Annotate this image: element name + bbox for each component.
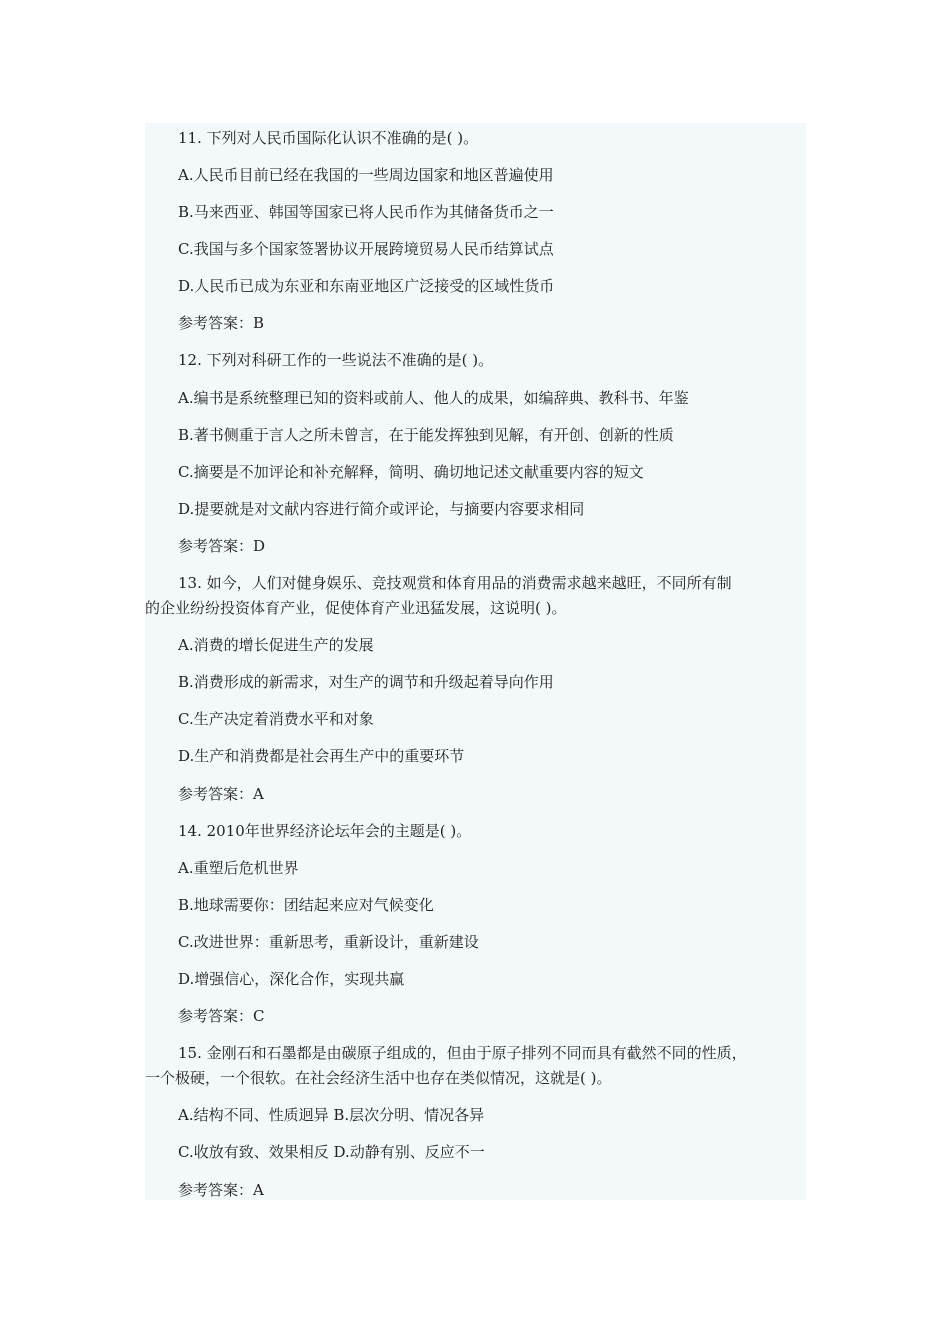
question-12-option-b: B.著书侧重于言人之所未曾言，在于能发挥独到见解，有开创、创新的性质 [178,426,674,444]
question-14-option-d: D.增强信心，深化合作，实现共赢 [178,970,405,988]
question-14-option-c: C.改进世界：重新思考，重新设计，重新建设 [178,933,479,951]
question-11-stem: 11. 下列对人民币国际化认识不准确的是( )。 [178,129,479,147]
question-13-option-c: C.生产决定着消费水平和对象 [178,710,374,728]
question-11-option-c: C.我国与多个国家签署协议开展跨境贸易人民币结算试点 [178,240,554,258]
question-13-option-d: D.生产和消费都是社会再生产中的重要环节 [178,747,465,765]
question-13-option-b: B.消费形成的新需求，对生产的调节和升级起着导向作用 [178,673,554,691]
question-12-answer: 参考答案：D [178,537,266,555]
question-12-option-a: A.编书是系统整理已知的资料或前人、他人的成果，如编辞典、教科书、年鉴 [178,389,689,407]
question-14-option-b: B.地球需要你：团结起来应对气候变化 [178,896,434,914]
question-13-stem-continued: 的企业纷纷投资体育产业，促使体育产业迅猛发展，这说明( )。 [145,599,567,617]
question-15-stem-continued: 一个极硬，一个很软。在社会经济生活中也存在类似情况，这就是( )。 [145,1069,612,1087]
question-13-stem: 13. 如今，人们对健身娱乐、竞技观赏和体育用品的消费需求越来越旺，不同所有制 [178,574,732,592]
question-14-answer: 参考答案：C [178,1007,265,1025]
question-14-stem: 14. 2010年世界经济论坛年会的主题是( )。 [178,822,472,840]
question-15-options-ab: A.结构不同、性质迥异 B.层次分明、情况各异 [178,1106,485,1124]
question-12-stem: 12. 下列对科研工作的一些说法不准确的是( )。 [178,351,494,369]
question-11-option-b: B.马来西亚、韩国等国家已将人民币作为其储备货币之一 [178,203,554,221]
question-15-answer: 参考答案：A [178,1181,264,1199]
question-14-option-a: A.重塑后危机世界 [178,859,299,877]
question-12-option-d: D.提要就是对文献内容进行简介或评论，与摘要内容要求相同 [178,500,585,518]
question-12-option-c: C.摘要是不加评论和补充解释，简明、确切地记述文献重要内容的短文 [178,463,644,481]
question-11-option-d: D.人民币已成为东亚和东南亚地区广泛接受的区域性货币 [178,277,555,295]
question-13-answer: 参考答案：A [178,785,264,803]
question-11-answer: 参考答案：B [178,314,265,332]
question-15-stem: 15. 金刚石和石墨都是由碳原子组成的，但由于原子排列不同而具有截然不同的性质， [178,1044,747,1062]
question-11-option-a: A.人民币目前已经在我国的一些周边国家和地区普遍使用 [178,166,554,184]
question-13-option-a: A.消费的增长促进生产的发展 [178,636,374,654]
question-15-options-cd: C.收放有致、效果相反 D.动静有别、反应不一 [178,1143,485,1161]
